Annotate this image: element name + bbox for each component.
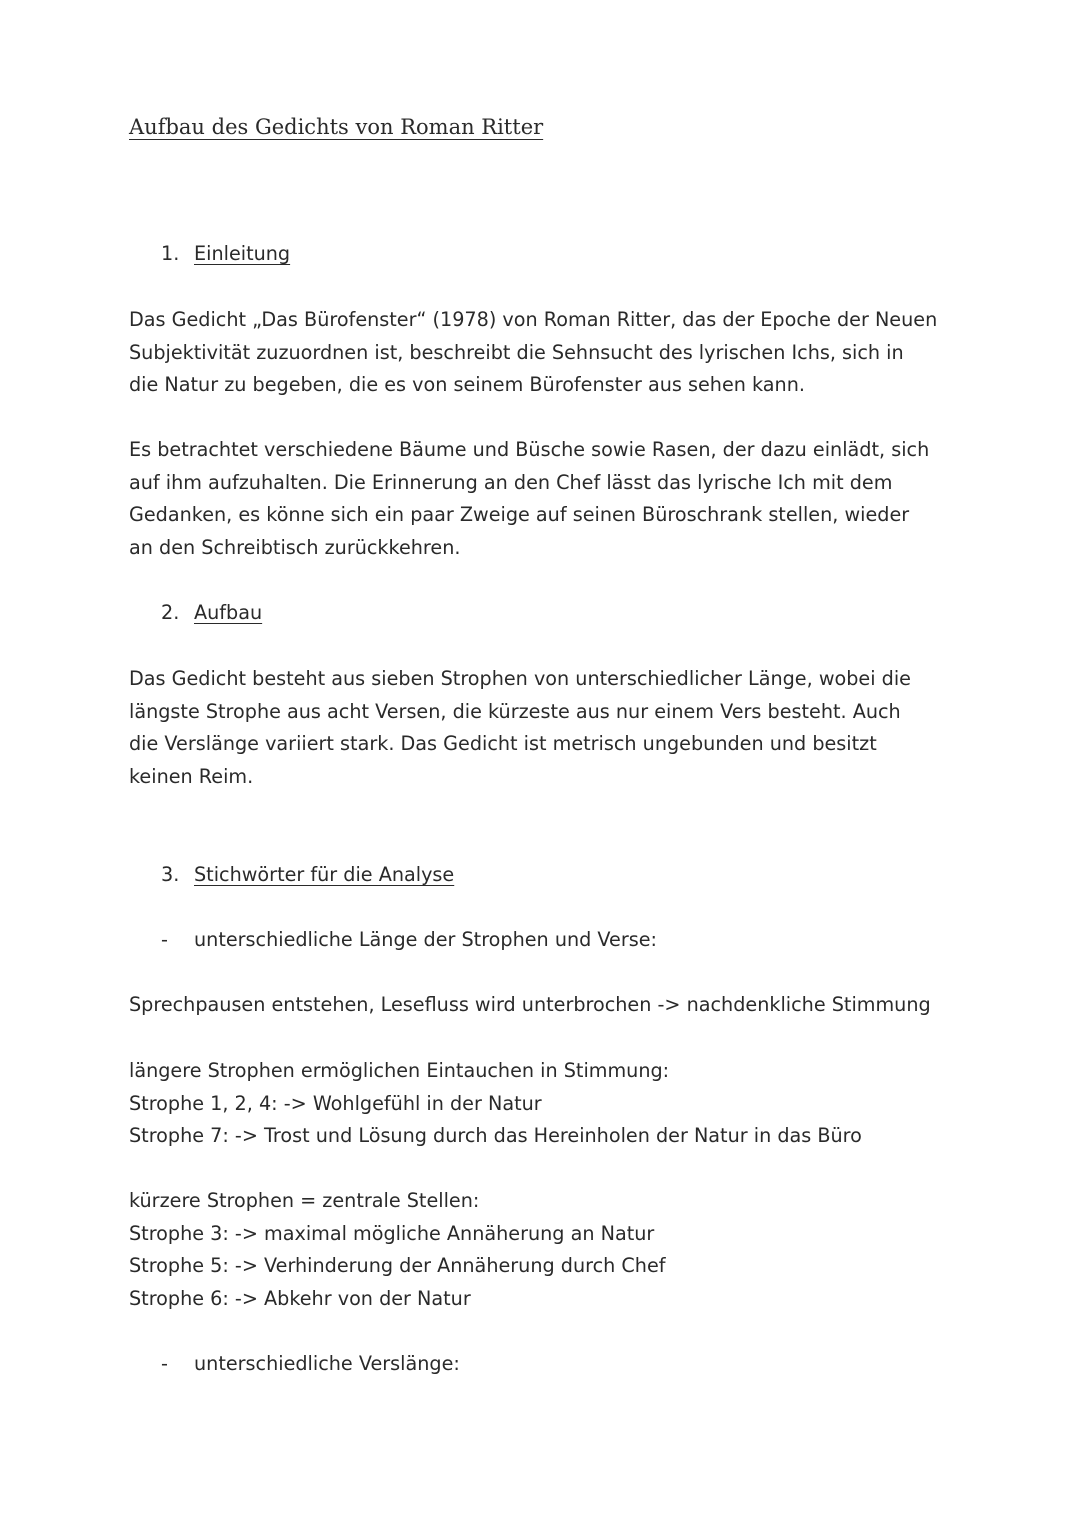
- text-line: an den Schreibtisch zurückkehren.: [129, 536, 461, 560]
- section-number: 3.: [161, 863, 180, 886]
- section-heading-einleitung: [161, 238, 290, 271]
- document-title: Aufbau des Gedichts von Roman Ritter: [129, 115, 544, 139]
- section-number: 2.: [161, 601, 180, 624]
- text-line: die Verslänge variiert stark. Das Gedicht ist metrisch ungebunden und besitzt: [129, 732, 877, 756]
- text-line: Subjektivität zuzuordnen ist, beschreibt die Sehnsucht des lyrischen Ichs, sich in: [129, 340, 904, 364]
- bullet-dash: -: [161, 928, 168, 951]
- paragraph-kuerzere-strophen: [129, 1185, 969, 1316]
- text-line: Gedanken, es könne sich ein paar Zweige auf seinen Büroschrank stellen, wieder: [129, 503, 910, 527]
- section-heading-text: Einleitung: [194, 242, 291, 265]
- paragraph-aufbau: [129, 663, 969, 794]
- paragraph-einleitung-1: [129, 304, 969, 402]
- text-line: Strophe 5: -> Verhinderung der Annäherung durch Chef: [129, 1254, 666, 1278]
- bullet-item-verslaenge: [161, 1348, 460, 1381]
- paragraph-einleitung-2: [129, 434, 969, 565]
- text-line: Sprechpausen entstehen, Lesefluss wird unterbrochen -> nachdenkliche Stimmung: [129, 993, 931, 1016]
- text-line: kürzere Strophen = zentrale Stellen:: [129, 1189, 480, 1212]
- text-line: Strophe 1, 2, 4: -> Wohlgefühl in der Natur: [129, 1091, 542, 1115]
- paragraph-sprechpausen: [129, 989, 969, 1022]
- text-line: Strophe 6: -> Abkehr von der Natur: [129, 1287, 471, 1311]
- section-heading-text: Aufbau: [194, 601, 263, 624]
- bullet-item-laenge: [161, 924, 657, 957]
- text-line: Strophe 7: -> Trost und Lösung durch das Hereinholen der Natur in das Büro: [129, 1124, 862, 1148]
- text-line: Das Gedicht „Das Bürofenster“ (1978) von Roman Ritter, das der Epoche der Neuen: [129, 308, 938, 331]
- bullet-text: unterschiedliche Länge der Strophen und Verse:: [194, 928, 658, 951]
- section-heading-text: Stichwörter für die Analyse: [194, 863, 455, 886]
- text-line: Strophe 3: -> maximal mögliche Annäherung an Natur: [129, 1221, 655, 1245]
- section-number: 1.: [161, 242, 180, 265]
- text-line: keinen Reim.: [129, 765, 254, 789]
- text-line: Das Gedicht besteht aus sieben Strophen von unterschiedlicher Länge, wobei die: [129, 667, 911, 690]
- text-line: längste Strophe aus acht Versen, die kürzeste aus nur einem Vers besteht. Auch: [129, 699, 901, 723]
- bullet-dash: -: [161, 1352, 168, 1375]
- text-line: auf ihm aufzuhalten. Die Erinnerung an den Chef lässt das lyrische Ich mit dem: [129, 470, 893, 494]
- text-line: die Natur zu begeben, die es von seinem Bürofenster aus sehen kann.: [129, 373, 805, 397]
- paragraph-laengere-strophen: [129, 1055, 969, 1153]
- text-line: Es betrachtet verschiedene Bäume und Büsche sowie Rasen, der dazu einlädt, sich: [129, 438, 930, 461]
- section-heading-stichwoerter: [161, 859, 454, 892]
- bullet-text: unterschiedliche Verslänge:: [194, 1352, 460, 1375]
- text-line: längere Strophen ermöglichen Eintauchen in Stimmung:: [129, 1059, 670, 1082]
- section-heading-aufbau: [161, 597, 262, 630]
